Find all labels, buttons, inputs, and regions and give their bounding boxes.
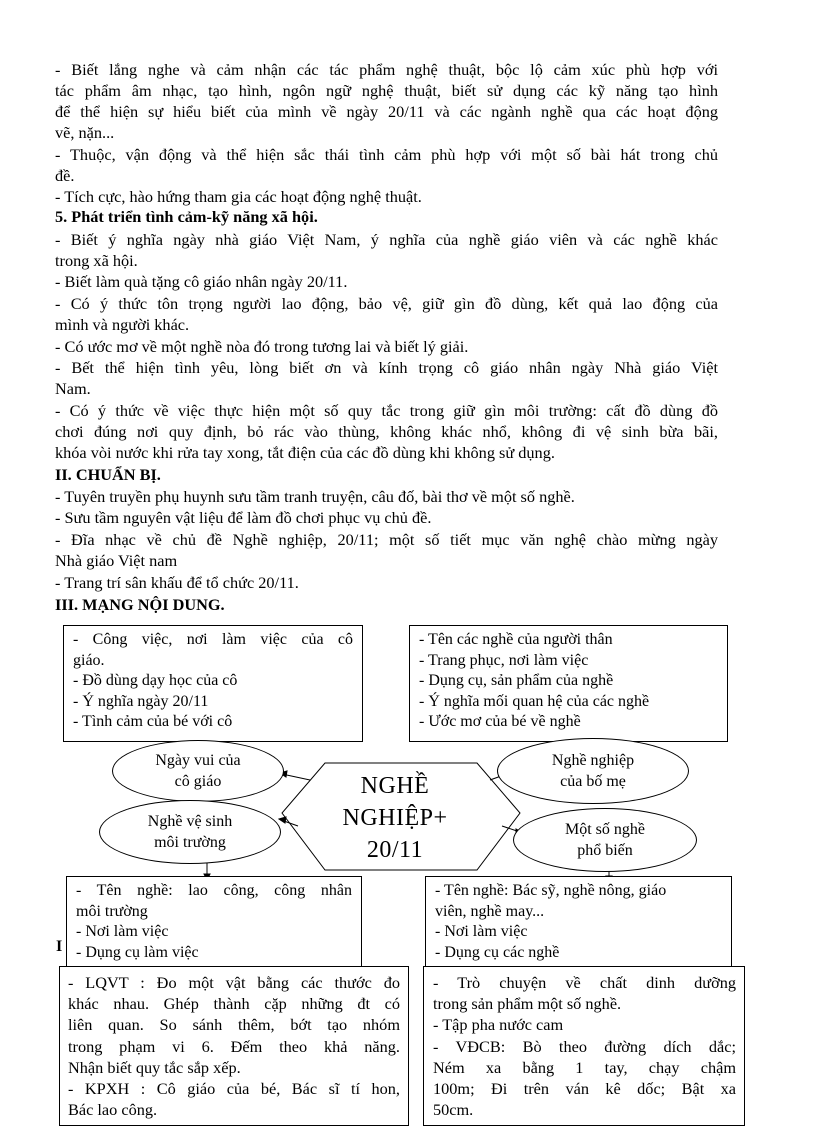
text-line: đề. <box>55 166 75 185</box>
text-line: - Có ước mơ về một nghề nòa đó trong tương lai và biết lý giải. <box>55 337 469 356</box>
box-teacher-work <box>63 625 363 742</box>
box-line: trong sản phẩm một số nghề. <box>433 994 622 1014</box>
text-line: - Bết thể hiện tình yêu, lòng biết ơn và kính trọng cô giáo nhân ngày Nhà giáo Việt <box>55 358 718 377</box>
text-line: Nhà giáo Việt nam <box>55 551 178 570</box>
box-line: - Dụng cụ, sản phẩm của nghề <box>419 672 614 689</box>
box-activities-health <box>423 966 745 1126</box>
box-line: Bác lao công. <box>68 1100 158 1120</box>
box-line: - Trò chuyện về chất dinh dưỡng <box>433 973 736 992</box>
text-line: - Có ý thức về việc thực hiện một số quy tắc trong giữ gìn môi trường: cất đồ dùng đồ <box>55 401 718 420</box>
box-parents-jobs <box>409 625 728 742</box>
arrow-head <box>279 817 286 823</box>
box-line: - Nơi làm việc <box>76 923 169 940</box>
box-line: - Nơi làm việc <box>435 923 528 940</box>
oval-common-jobs <box>513 808 697 872</box>
text-line: - Tích cực, hào hứng tham gia các hoạt động nghệ thuật. <box>55 187 422 206</box>
box-line: - Đồ dùng dạy học của cô <box>73 672 238 689</box>
box-line: - Tình cảm của bé với cô <box>73 713 233 730</box>
oval-label: Nghề nghiệp <box>551 752 635 769</box>
oval-label: Một số nghề <box>565 821 645 838</box>
box-sanitation-jobs <box>66 876 362 971</box>
oval-label: Nghề vệ sinh <box>147 813 233 830</box>
box-line: - VĐCB: Bò theo đường dích dắc; <box>433 1036 736 1056</box>
box-common-jobs <box>425 876 732 971</box>
box-line: - Trang phục, nơi làm việc <box>419 651 589 669</box>
box-line: viên, nghề may... <box>435 902 545 920</box>
center-topic <box>300 770 490 866</box>
text-line: - Sưu tầm nguyên vật liệu để làm đồ chơi phục vụ chủ đề. <box>55 508 432 527</box>
center-topic-line: NGHIỆP+ <box>342 805 448 831</box>
box-line: Ném xa bằng 1 tay, chạy chậm <box>433 1057 736 1077</box>
text-line: trong xã hội. <box>55 251 138 270</box>
box-line: khác nhau. Ghép thành cặp những đt có <box>68 994 400 1014</box>
text-line: tác phẩm âm nhạc, tạo hình, ngôn ngữ nghệ thuật, biết sử dụng các kỹ năng tạo hình <box>55 81 718 100</box>
text-line: khóa vòi nước khi rửa tay xong, tắt điện của các đồ dùng khi không sử dụng. <box>55 443 555 462</box>
text-line: để thể hiện sự hiểu biết của mình về ngày 20/11 và các ngành nghề qua các hoạt động <box>55 102 718 121</box>
oval-label: phổ biến <box>577 842 633 859</box>
box-line: - LQVT : Đo một vật bằng các thước đo <box>68 973 400 992</box>
center-topic-line: 20/11 <box>366 837 424 863</box>
partial-heading: I <box>56 938 63 955</box>
text-line: - Tuyên truyền phụ huynh sưu tầm tranh truyện, câu đố, bài thơ về một số nghề. <box>55 487 575 506</box>
oval-sanitation <box>99 800 281 864</box>
box-line: trong phạm vi 6. Đếm theo khả năng. <box>68 1036 400 1056</box>
box-line: - Tên nghề: Bác sỹ, nghề nông, giáo <box>435 882 667 899</box>
oval-teacher-day <box>112 740 284 802</box>
box-line: 100m; Đi trên ván kê dốc; Bật xa <box>433 1079 736 1099</box>
box-line: - Ước mơ của bé về nghề <box>419 713 581 730</box>
box-line: - Ý nghĩa ngày 20/11 <box>73 692 209 710</box>
box-line: - KPXH : Cô giáo của bé, Bác sĩ tí hon, <box>68 1079 400 1099</box>
oval-label: của bố mẹ <box>560 773 626 790</box>
text-line: Nam. <box>55 379 91 398</box>
section-heading-social: 5. Phát triển tình cảm-kỹ năng xã hội. <box>55 207 318 226</box>
oval-parents-job <box>497 738 689 804</box>
box-activities-math-social <box>59 966 409 1126</box>
text-line: - Trang trí sân khấu để tổ chức 20/11. <box>55 573 299 592</box>
text-line: - Có ý thức tôn trọng người lao động, bảo vệ, giữ gìn đồ dùng, kết quả lao động của <box>55 294 718 313</box>
box-line: - Dụng cụ làm việc <box>76 943 199 961</box>
text-line: chơi đúng nơi quy định, bỏ rác vào thùng, không khác nhổ, không đi vệ sinh bừa bãi, <box>55 422 718 441</box>
box-line: 50cm. <box>433 1100 474 1120</box>
center-topic-line: NGHỀ <box>360 773 430 799</box>
section-heading-content-network: III. MẠNG NỘI DUNG. <box>55 595 225 614</box>
box-line: - Ý nghĩa mối quan hệ của các nghề <box>419 692 650 710</box>
oval-label: Ngày vui của <box>155 752 241 769</box>
box-line: - Tập pha nước cam <box>433 1015 564 1035</box>
box-line: môi trường <box>76 902 148 920</box>
text-line: - Đĩa nhạc về chủ đề Nghề nghiệp, 20/11; một số tiết mục văn nghệ chào mừng ngày <box>55 530 718 549</box>
box-line: liên quan. So sánh thêm, bớt tạo nhóm <box>68 1015 400 1035</box>
oval-label: cô giáo <box>174 773 222 790</box>
box-line: - Công việc, nơi làm việc của cô <box>73 631 353 648</box>
text-line: mình và người khác. <box>55 315 190 334</box>
box-line: giáo. <box>73 651 105 669</box>
box-line: Nhận biết quy tắc sắp xếp. <box>68 1057 241 1077</box>
box-line: - Tên các nghề của người thân <box>419 631 613 648</box>
text-line: - Thuộc, vận động và thể hiện sắc thái tình cảm phù hợp với một số bài hát trong chủ <box>55 145 718 164</box>
oval-label: môi trường <box>154 834 226 851</box>
box-line: - Tên nghề: lao công, công nhân <box>76 882 352 899</box>
section-heading-preparation: II. CHUẨN BỊ. <box>55 465 161 484</box>
box-line: - Dụng cụ các nghề <box>435 943 560 961</box>
text-line: - Biết ý nghĩa ngày nhà giáo Việt Nam, ý nghĩa của nghề giáo viên và các nghề khác <box>55 230 718 249</box>
text-line: - Biết lắng nghe và cảm nhận các tác phẩm nghệ thuật, bộc lộ cảm xúc phù hợp với <box>55 60 718 79</box>
text-line: - Biết làm quà tặng cô giáo nhân ngày 20/11. <box>55 272 348 291</box>
text-line: vẽ, nặn... <box>55 123 115 142</box>
